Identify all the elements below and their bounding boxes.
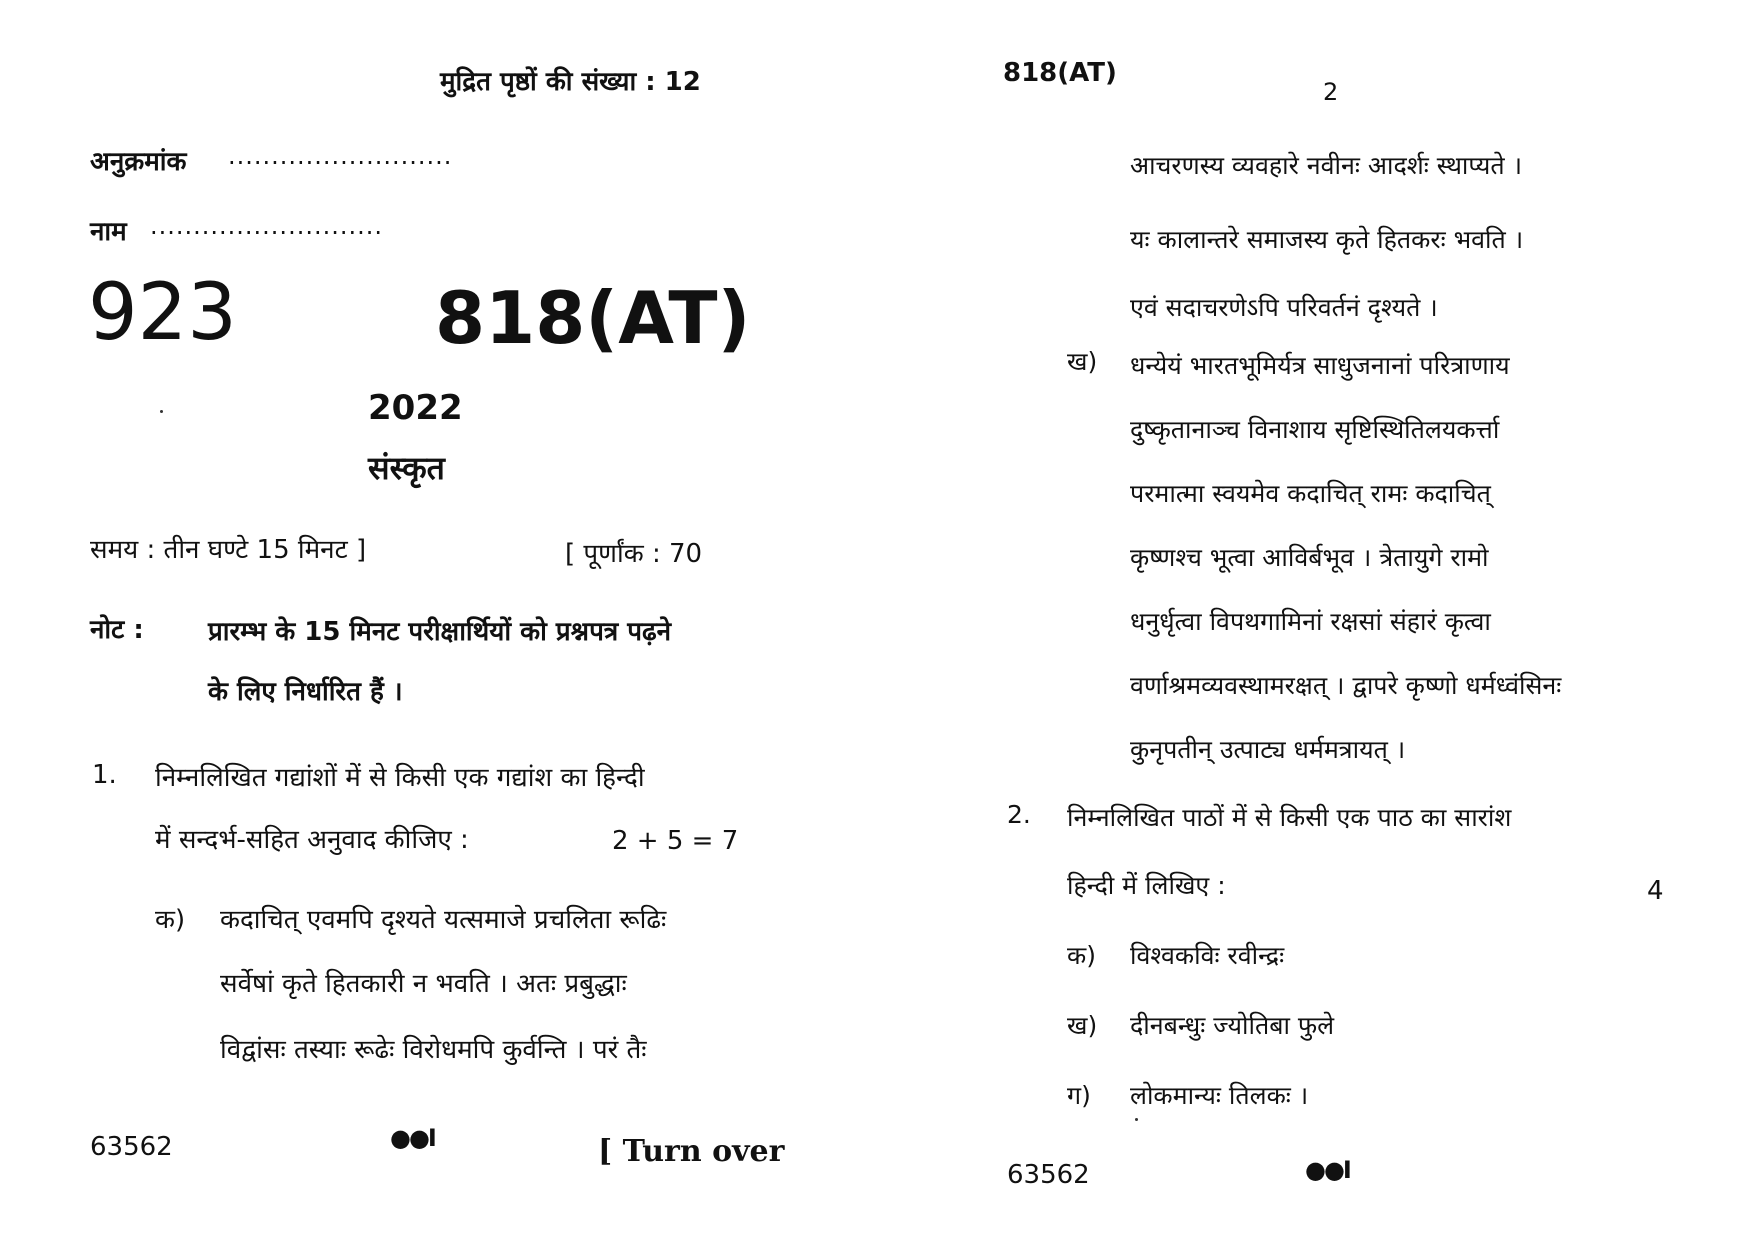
ka-continued-line-3: एवं सदाचरणेऽपि परिवर्तनं दृश्यते ।	[1130, 293, 1438, 322]
header-paper-code: 818(AT)	[1003, 58, 1117, 88]
footer-code: 63562	[90, 1132, 173, 1162]
question-2-option-ka-text: विश्वकविः रवीन्द्रः	[1130, 941, 1285, 970]
question-1-line-1: निम्नलिखित गद्यांशों में से किसी एक गद्यांश का हिन्दी	[155, 763, 645, 793]
footer-mark: ●●I	[1305, 1156, 1350, 1184]
question-2-option-ka-label: क)	[1067, 941, 1096, 970]
question-1-marks: 2 + 5 = 7	[612, 826, 739, 856]
name-label: नाम	[90, 217, 127, 247]
kha-line-5: धनुर्धृत्वा विपथगामिनां रक्षसां संहारं कृत्वा	[1130, 607, 1491, 636]
option-kha-label: ख)	[1067, 347, 1098, 376]
subject-title: संस्कृत	[368, 449, 445, 487]
kha-line-2: दुष्कृतानाञ्च विनाशाय सृष्टिस्थितिलयकर्त्ता	[1130, 415, 1500, 444]
note-label: नोट :	[90, 615, 144, 645]
question-1-ka-line-2: सर्वेषां कृते हितकारी न भवति । अतः प्रबुद्धाः	[220, 969, 627, 999]
page-number: 2	[1323, 78, 1339, 106]
kha-line-3: परमात्मा स्वयमेव कदाचित् रामः कदाचित्	[1130, 479, 1491, 508]
question-2-line-2: हिन्दी में लिखिए :	[1067, 871, 1226, 900]
question-1-line-2: में सन्दर्भ-सहित अनुवाद कीजिए :	[155, 825, 469, 855]
question-2-option-ga-text: लोकमान्यः तिलकः ।	[1130, 1081, 1309, 1110]
exam-year: 2022	[368, 388, 463, 428]
kha-line-7: कुनृपतीन् उत्पाट्य धर्ममत्रायत् ।	[1130, 735, 1406, 764]
paper-number: 923	[88, 268, 237, 358]
scan-speck	[1135, 1118, 1138, 1121]
page-2	[877, 0, 1754, 1241]
kha-line-6: वर्णाश्रमव्यवस्थामरक्षत् । द्वापरे कृष्णो धर्मध्वंसिनः	[1130, 671, 1562, 700]
roll-number-field[interactable]: ..........................	[228, 142, 453, 170]
note-line-2: के लिए निर्धारित हैं ।	[208, 677, 403, 707]
footer-mark: ●●I	[390, 1124, 435, 1152]
paper-code: 818(AT)	[435, 276, 751, 360]
question-2-marks: 4	[1647, 876, 1664, 906]
turn-over-link[interactable]: [ Turn over	[598, 1134, 785, 1169]
time-allowed: समय : तीन घण्टे 15 मिनट ]	[90, 535, 367, 565]
scan-speck	[160, 410, 163, 413]
ka-continued-line-1: आचरणस्य व्यवहारे नवीनः आदर्शः स्थाप्यते ।	[1130, 151, 1523, 180]
question-2-line-1: निम्नलिखित पाठों में से किसी एक पाठ का सारांश	[1067, 803, 1512, 832]
kha-line-1: धन्येयं भारतभूमिर्यत्र साधुजनानां परित्राणाय	[1130, 351, 1510, 380]
question-1-option-ka-label: क)	[155, 905, 186, 935]
question-2-option-kha-label: ख)	[1067, 1011, 1098, 1040]
footer-code: 63562	[1007, 1160, 1090, 1190]
question-2-option-kha-text: दीनबन्धुः ज्योतिबा फुले	[1130, 1011, 1335, 1040]
question-1-number: 1.	[92, 760, 117, 790]
ka-continued-line-2: यः कालान्तरे समाजस्य कृते हितकरः भवति ।	[1130, 225, 1524, 254]
maximum-marks: [ पूर्णांक : 70	[565, 539, 703, 569]
question-2-option-ga-label: ग)	[1067, 1081, 1091, 1110]
question-2-number: 2.	[1007, 800, 1031, 829]
kha-line-4: कृष्णश्च भूत्वा आविर्बभूव । त्रेतायुगे रामो	[1130, 543, 1489, 572]
note-line-1: प्रारम्भ के 15 मिनट परीक्षार्थियों को प्रश्नपत्र पढ़ने	[208, 617, 672, 647]
printed-pages-count: मुद्रित पृष्ठों की संख्या : 12	[440, 67, 701, 97]
question-1-ka-line-3: विद्वांसः तस्याः रूढेः विरोधमपि कुर्वन्ति । परं तैः	[220, 1035, 647, 1065]
name-field[interactable]: ...........................	[150, 212, 383, 240]
question-1-ka-line-1: कदाचित् एवमपि दृश्यते यत्समाजे प्रचलिता रूढिः	[220, 905, 667, 935]
roll-number-label: अनुक्रमांक	[90, 147, 187, 177]
